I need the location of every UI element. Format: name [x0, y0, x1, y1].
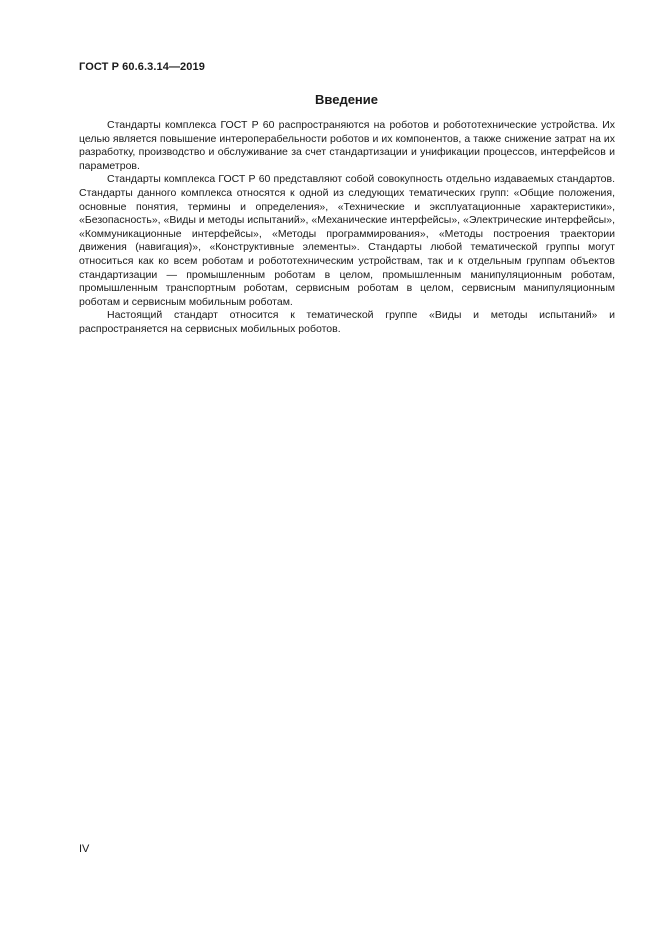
page-number: IV — [79, 843, 90, 855]
document-id: ГОСТ Р 60.6.3.14—2019 — [79, 61, 205, 73]
paragraph-3: Настоящий стандарт относится к тематической группе «Виды и методы испытаний» и распространяется на сервисных мобильных роботов. — [79, 309, 615, 335]
body-text — [79, 119, 615, 337]
paragraph-1: Стандарты комплекса ГОСТ Р 60 распространяются на роботов и робототехнические устройства. Их целью является повышение интероперабельности роботов и их компонентов, а также снижение затрат на их разработку, производство и обслуживание за счет стандартизации и унификации процессов, интерфейсов и параметров. — [79, 119, 615, 172]
section-title: Введение — [315, 92, 378, 107]
paragraph-2: Стандарты комплекса ГОСТ Р 60 представляют собой совокупность отдельно издаваемых стандартов. Стандарты данного комплекса относятся к одной из следующих тематических групп: «Общие положения, основные понятия, термины и определения», «Технические и эксплуатационные характеристики», «Безопасность», «Виды и методы испытаний», «Механические интерфейсы», «Электрические интерфейсы», «Коммуникационные интерфейсы», «Методы программирования», «Методы построения траектории движения (навигация)», «Конструктивные элементы». Стандарты любой тематической группы могут относиться как ко всем роботам и робототехническим устройствам, так и к отдельным группам объектов стандартизации — промышленным роботам в целом, промышленным манипуляционным роботам, промышленным транспортным роботам, сервисным роботам в целом, сервисным манипуляционным роботам и сервисным мобильным роботам. — [79, 173, 615, 308]
